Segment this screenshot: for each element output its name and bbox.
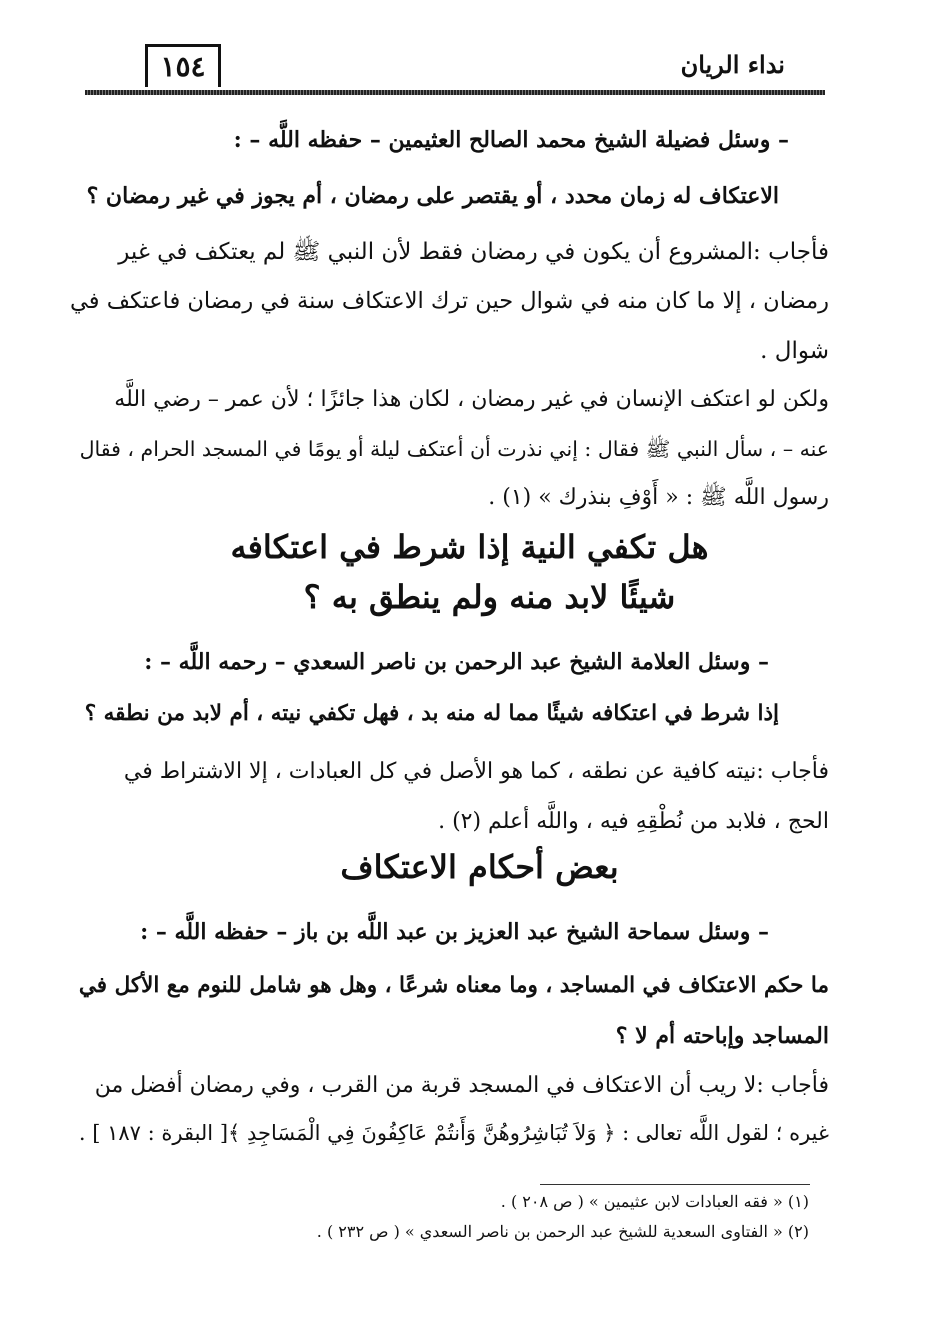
answer-line: رمضان ، إلا ما كان منه في شوال حين ترك الاعتكاف سنة في رمضان فاعتكف في (70, 288, 829, 314)
section-heading: بعض أحكام الاعتكاف (340, 848, 619, 886)
question-line: ما حكم الاعتكاف في المساجد ، وما معناه شرعًا ، وهل هو شامل للنوم مع الأكل في (78, 973, 829, 998)
source-line: – وسئل سماحة الشيخ عبد العزيز بن عبد اللَّه بن باز – حفظه اللَّه – : (140, 919, 769, 945)
page-header (85, 42, 825, 94)
footnote: (٢) « الفتاوى السعدية للشيخ عبد الرحمن بن ناصر السعدي » ( ص ٢٣٢ ) . (316, 1222, 809, 1241)
book-title: نداء الريان (680, 50, 785, 79)
section-heading: شيئًا لابد منه ولم ينطق به ؟ (303, 578, 676, 616)
answer-line: عنه – ، سأل النبي ﷺ فقال : إني نذرت أن أعتكف ليلة أو يومًا في المسجد الحرام ، فقال (79, 437, 829, 461)
section-heading: هل تكفي النية إذا شرط في اعتكافه (230, 528, 709, 566)
footnote: (١) « فقه العبادات لابن عثيمين » ( ص ٢٠٨ ) . (500, 1192, 809, 1211)
answer-line: ولكن لو اعتكف الإنسان في غير رمضان ، لكان هذا جائزًا ؛ لأن عمر – رضي اللَّه (114, 387, 829, 412)
answer-line: فأجاب :لا ريب أن الاعتكاف في المسجد قربة من القرب ، وفي رمضان أفضل من (94, 1073, 829, 1098)
answer-line: فأجاب :المشروع أن يكون في رمضان فقط لأن النبي ﷺ لم يعتكف في غير (118, 239, 829, 265)
answer-line: غيره ؛ لقول اللَّه تعالى : ﴿ وَلاَ تُبَاشِرُوهُنَّ وَأَنتُمْ عَاكِفُونَ فِي الْمَسَاجِدِ ﴾[ البقرة : ١٨٧ ] . (78, 1121, 829, 1145)
source-line: – وسئل العلامة الشيخ عبد الرحمن بن ناصر السعدي – رحمه اللَّه – : (144, 649, 769, 675)
question-line: المساجد وإباحته أم لا ؟ (615, 1023, 829, 1049)
question-line: إذا شرط في اعتكافه شيئًا مما له منه بد ، فهل تكفي نيته ، أم لابد من نطقه ؟ (84, 701, 779, 726)
answer-line: فأجاب :نيته كافية عن نطقه ، كما هو الأصل في كل العبادات ، إلا الاشتراط في (123, 759, 829, 784)
footnote-rule (540, 1184, 810, 1185)
source-line: – وسئل فضيلة الشيخ محمد الصالح العثيمين – حفظه اللَّه – : (233, 127, 789, 153)
question-line: الاعتكاف له زمان محدد ، أو يقتصر على رمضان ، أم يجوز في غير رمضان ؟ (86, 183, 779, 209)
answer-line: رسول اللَّه ﷺ : « أَوْفِ بنذرك » (١) . (488, 485, 829, 510)
answer-line: الحج ، فلابد من نُطْقِهِ فيه ، واللَّه أعلم (٢) . (438, 809, 829, 834)
answer-line: شوال . (760, 338, 829, 364)
header-rule (85, 90, 825, 95)
page-number: ١٥٤ (145, 44, 221, 87)
